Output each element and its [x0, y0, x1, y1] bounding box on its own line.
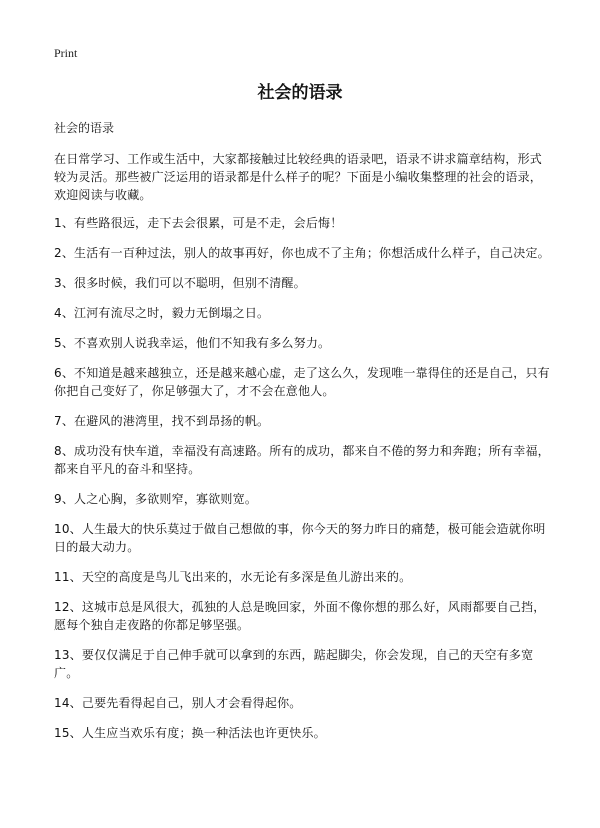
quote-item: 13、要仅仅满足于自己伸手就可以拿到的东西，踮起脚尖，你会发现，自己的天空有多宽广。: [54, 648, 534, 680]
quote-item: 11、天空的高度是鸟儿飞出来的，水无论有多深是鱼儿游出来的。: [54, 570, 412, 584]
quote-item: 3、很多时候，我们可以不聪明，但别不清醒。: [54, 276, 306, 290]
print-link[interactable]: Print: [54, 46, 78, 60]
quote-item: 10、人生最大的快乐莫过于做自己想做的事，你今天的努力昨日的痛楚，极可能会造就你明日的最大动力。: [54, 522, 546, 554]
quote-item: 5、不喜欢别人说我幸运，他们不知我有多么努力。: [54, 336, 331, 350]
quote-item: 14、己要先看得起自己，别人才会看得起你。: [54, 696, 302, 710]
quote-item: 9、人之心胸，多欲则窄，寡欲则宽。: [54, 492, 258, 506]
quote-item: 4、江河有流尽之时，毅力无倒塌之日。: [54, 306, 270, 320]
quote-item: 6、不知道是越来越独立，还是越来越心虚，走了这么久，发现唯一靠得住的还是自己，只有你把自己变好了，你足够强大了，才不会在意他人。: [54, 366, 550, 398]
intro-paragraph: 在日常学习、工作或生活中，大家都接触过比较经典的语录吧，语录不讲求篇章结构，形式较为灵活。那些被广泛运用的语录都是什么样子的呢？下面是小编收集整理的社会的语录，欢迎阅读与收藏。: [54, 152, 543, 202]
subtitle: 社会的语录: [54, 121, 115, 135]
article-body: [54, 150, 554, 754]
page-title: 社会的语录: [257, 83, 343, 103]
quote-item: 8、成功没有快车道，幸福没有高速路。所有的成功，都来自不倦的努力和奔跑；所有幸福，都来自平凡的奋斗和坚持。: [54, 444, 550, 476]
quote-item: 2、生活有一百种过法，别人的故事再好，你也成不了主角；你想活成什么样子，自己决定。: [54, 246, 550, 260]
quote-item: 1、有些路很远，走下去会很累，可是不走，会后悔！: [54, 216, 343, 230]
quote-item: 7、在避风的港湾里，找不到昂扬的帆。: [54, 414, 270, 428]
quote-item: 12、这城市总是风很大，孤独的人总是晚回家，外面不像你想的那么好，风雨都要自己挡，愿每个独自走夜路的你都足够坚强。: [54, 600, 546, 632]
quote-item: 15、人生应当欢乐有度；换一种活法也许更快乐。: [54, 726, 326, 740]
